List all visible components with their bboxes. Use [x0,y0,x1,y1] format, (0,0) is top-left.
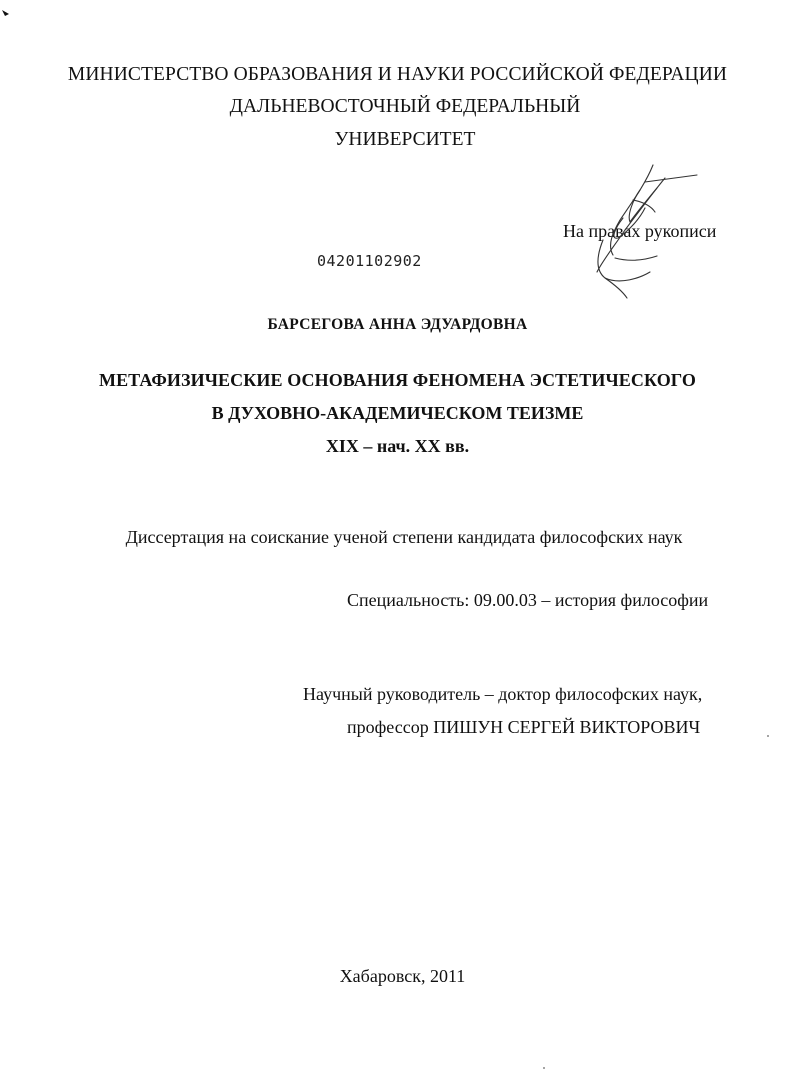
scan-speck [767,735,769,737]
corner-mark-icon [2,10,10,18]
scan-speck [543,1067,545,1069]
supervisor-line1: Научный руководитель – доктор философских наук, [303,684,703,704]
university-heading-line2: УНИВЕРСИТЕТ [334,129,476,150]
supervisor-line2: профессор ПИШУН СЕРГЕЙ ВИКТОРОВИЧ [347,717,701,737]
title-line2: В ДУХОВНО-АКАДЕМИЧЕСКОМ ТЕИЗМЕ [211,403,584,423]
specialty: Специальность: 09.00.03 – история философии [347,590,709,610]
dissertation-note: Диссертация на соискание ученой степени кандидата философских наук [125,527,683,547]
ministry-heading: МИНИСТЕРСТВО ОБРАЗОВАНИЯ И НАУКИ РОССИЙСКОЙ ФЕДЕРАЦИИ [67,64,728,85]
handwritten-signature [585,160,705,300]
author-name: БАРСЕГОВА АННА ЭДУАРДОВНА [267,316,528,333]
title-line1: МЕТАФИЗИЧЕСКИЕ ОСНОВАНИЯ ФЕНОМЕНА ЭСТЕТИЧЕСКОГО [98,370,696,390]
document-number: 04201102902 [317,252,422,270]
rights-note: На правах рукописи [563,221,717,241]
city-year: Хабаровск, 2011 [339,966,466,986]
title-line3: XIX – нач. XX вв. [325,436,470,456]
university-heading-line1: ДАЛЬНЕВОСТОЧНЫЙ ФЕДЕРАЛЬНЫЙ [229,96,581,117]
